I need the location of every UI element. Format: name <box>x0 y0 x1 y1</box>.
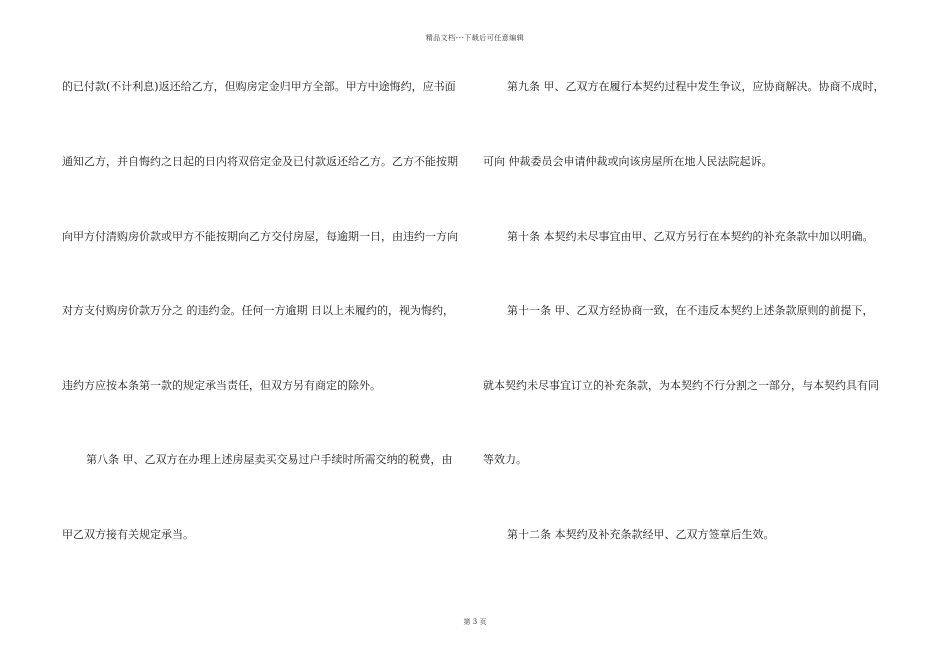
page-header: 精品文档---下载后可任意编辑 <box>425 34 525 42</box>
right-line-2: 可向 仲裁委员会申请仲裁或向该房屋所在地人民法院起诉。 <box>483 155 773 168</box>
left-line-1: 的已付款(不计利息)返还给乙方，但购房定金归甲方全部。甲方中途悔约，应书面 <box>62 80 456 93</box>
right-text-column <box>483 0 893 672</box>
left-line-2: 通知乙方，并自悔约之日起的日内将双倍定金及已付款返还给乙方。乙方不能按期 <box>62 155 458 168</box>
right-line-4: 第十一条 甲、乙双方经协商一致，在不违反本契约上述条款原则的前提下， <box>507 304 874 317</box>
page-number: 第 3 页 <box>463 618 487 626</box>
right-line-1: 第九条 甲、乙双方在履行本契约过程中发生争议，应协商解决。协商不成时， <box>507 80 885 93</box>
right-line-6: 等效力。 <box>483 453 527 466</box>
right-line-7: 第十二条 本契约及补充条款经甲、乙双方签章后生效。 <box>507 528 775 541</box>
left-text-column <box>62 0 482 672</box>
left-line-4: 对方支付购房价款万分之 的违约金。任何一方逾期 日以上未履约的，视为悔约， <box>62 304 454 317</box>
left-line-5: 违约方应按本条第一款的规定承当责任，但双方另有商定的除外。 <box>62 379 381 392</box>
left-line-3: 向甲方付清购房价款或甲方不能按期向乙方交付房屋，每逾期一日，由违约一方向 <box>62 230 458 243</box>
right-line-5: 就本契约未尽事宜订立的补充条款，为本契约不行分割之一部分，与本契约具有同 <box>483 379 879 392</box>
left-line-7: 甲乙双方接有关规定承当。 <box>62 528 194 541</box>
right-line-3: 第十条 本契约未尽事宜由甲、乙双方另行在本契约的补充条款中加以明确。 <box>507 230 874 243</box>
left-line-6: 第八条 甲、乙双方在办理上述房屋卖买交易过户手续时所需交纳的税费，由 <box>86 453 453 466</box>
